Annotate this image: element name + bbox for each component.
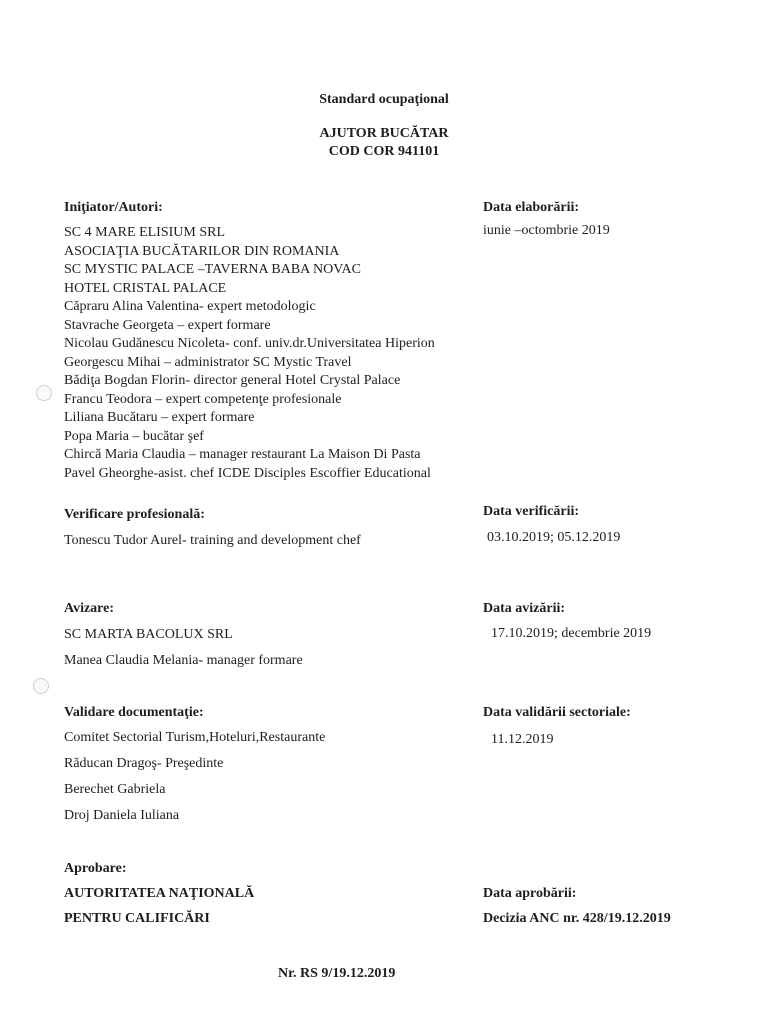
verification-date-label: Data verificării:	[483, 504, 580, 519]
approval-decision: Decizia ANC nr. 428/19.12.2019	[483, 911, 671, 926]
approval-date-label: Data aprobării:	[483, 886, 577, 901]
initiator-line: Francu Teodora – expert competenţe profesionale	[64, 391, 342, 407]
validation-member: Droj Daniela Iuliana	[64, 808, 180, 823]
occupation-name: AJUTOR BUCĂTAR	[319, 126, 449, 141]
endorsement-date-label: Data avizării:	[483, 601, 566, 616]
endorsement-date-value: 17.10.2019; decembrie 2019	[491, 626, 652, 641]
validation-committee: Comitet Sectorial Turism,Hoteluri,Restaurante	[64, 730, 326, 745]
validation-label: Validare documentaţie:	[64, 705, 204, 720]
document-title: Standard ocupaţional	[319, 92, 449, 107]
initiator-line: Căpraru Alina Valentina- expert metodologic	[64, 299, 316, 314]
endorsement-company: SC MARTA BACOLUX SRL	[64, 627, 233, 642]
occupation-code: COD COR 941101	[328, 144, 440, 159]
approval-label: Aprobare:	[64, 861, 127, 876]
elaboration-date-label: Data elaborării:	[483, 200, 580, 215]
verification-label: Verificare profesională:	[64, 507, 205, 522]
endorsement-label: Avizare:	[64, 601, 115, 616]
initiators-label: Iniţiator/Autori:	[64, 200, 163, 215]
validation-member: Berechet Gabriela	[64, 782, 166, 797]
initiator-line: Georgescu Mihai – administrator SC Mystic Travel	[64, 354, 352, 370]
punch-hole	[33, 678, 49, 694]
initiator-line: Chircă Maria Claudia – manager restaurant La Maison Di Pasta	[64, 447, 421, 462]
validation-date-label: Data validării sectoriale:	[483, 705, 631, 720]
verification-date-value: 03.10.2019; 05.12.2019	[487, 530, 621, 545]
initiator-line: Pavel Gheorghe-asist. chef ICDE Disciples Escoffier Educational	[64, 465, 431, 481]
verification-person: Tonescu Tudor Aurel- training and development chef	[64, 533, 361, 548]
initiator-line: Bădiţa Bogdan Florin- director general Hotel Crystal Palace	[64, 373, 401, 388]
initiator-line: ASOCIAŢIA BUCĂTARILOR DIN ROMANIA	[64, 243, 340, 259]
approval-authority-line2: PENTRU CALIFICĂRI	[64, 911, 210, 926]
validation-member: Răducan Dragoş- Preşedinte	[64, 756, 224, 771]
initiator-line: SC 4 MARE ELISIUM SRL	[64, 225, 226, 240]
initiator-line: HOTEL CRISTAL PALACE	[64, 280, 227, 296]
initiator-line: SC MYSTIC PALACE –TAVERNA BABA NOVAC	[64, 262, 361, 277]
punch-hole	[36, 385, 52, 401]
registration-number: Nr. RS 9/19.12.2019	[278, 966, 396, 981]
initiators-list	[64, 224, 435, 483]
initiator-line: Stavrache Georgeta – expert formare	[64, 317, 271, 333]
validation-date-value: 11.12.2019	[491, 732, 554, 747]
approval-authority-line1: AUTORITATEA NAŢIONALĂ	[64, 886, 255, 901]
initiator-line: Liliana Bucătaru – expert formare	[64, 410, 255, 425]
elaboration-date-value: iunie –octombrie 2019	[483, 223, 610, 238]
endorsement-person: Manea Claudia Melania- manager formare	[64, 653, 303, 668]
initiator-line: Nicolau Gudănescu Nicoleta- conf. univ.dr.Universitatea Hiperion	[64, 336, 435, 351]
initiator-line: Popa Maria – bucătar şef	[64, 428, 204, 444]
